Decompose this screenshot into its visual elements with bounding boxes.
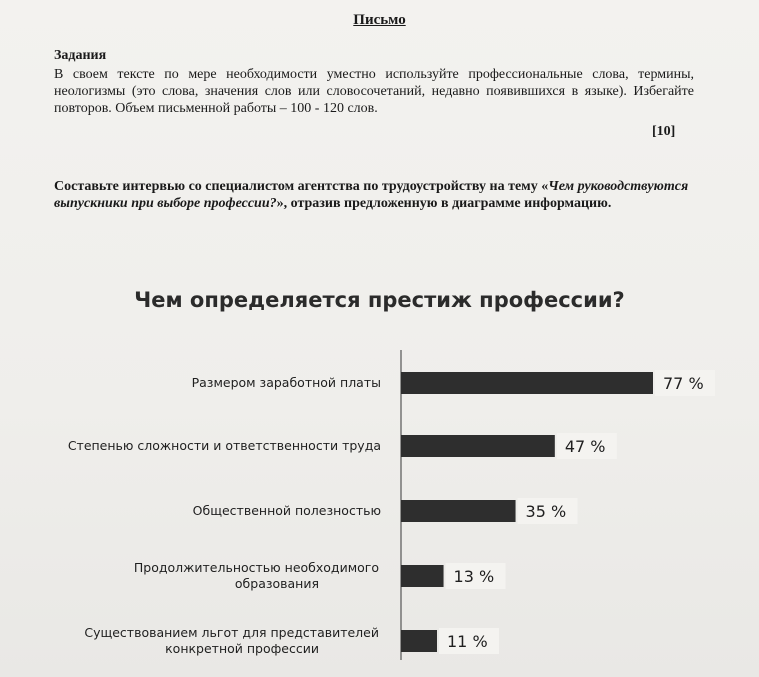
category-label: Степенью сложности и ответственности труда — [67, 438, 381, 453]
chart-bar — [401, 630, 437, 652]
document-heading: Письмо — [353, 12, 406, 28]
prompt-end: », отразив предложенную в диаграмме информацию. — [276, 196, 612, 211]
value-label: 47 % — [564, 437, 606, 456]
chart-bar — [401, 372, 653, 394]
prompt-start: Составьте интервью со специалистом агентства по трудоустройству на тему « — [54, 179, 549, 194]
chart-bar — [401, 500, 516, 522]
value-label: 13 % — [453, 567, 495, 586]
value-label: 77 % — [663, 374, 704, 393]
chart-bar — [401, 565, 444, 587]
chart-title: Чем определяется престиж профессии? — [134, 288, 625, 312]
tasks-instructions: В своем тексте по мере необходимости уместно используйте профессиональные слова, термины, неологизмы (это слова, значения слов или словосочетаний, недавно появившихся в языке). Избегайте повторов. Объем письменной работы – 100 - 120 слов. — [54, 67, 694, 116]
prompt-topic: Чем руководствуются выпускники при выборе профессии? — [54, 179, 689, 211]
category-label: Существованием льгот для представителей — [84, 625, 379, 640]
category-label: Продолжительностью необходимого — [133, 560, 379, 575]
category-label: Общественной полезностью — [192, 503, 381, 518]
value-label: 11 % — [447, 632, 488, 651]
category-label: конкретной профессии — [165, 641, 319, 656]
chart-bar — [401, 435, 555, 457]
value-label: 35 % — [525, 502, 567, 521]
score-badge: [10] — [652, 124, 676, 139]
category-label: образования — [234, 576, 319, 591]
category-label: Размером заработной платы — [191, 375, 381, 390]
tasks-label: Задания — [54, 48, 107, 63]
